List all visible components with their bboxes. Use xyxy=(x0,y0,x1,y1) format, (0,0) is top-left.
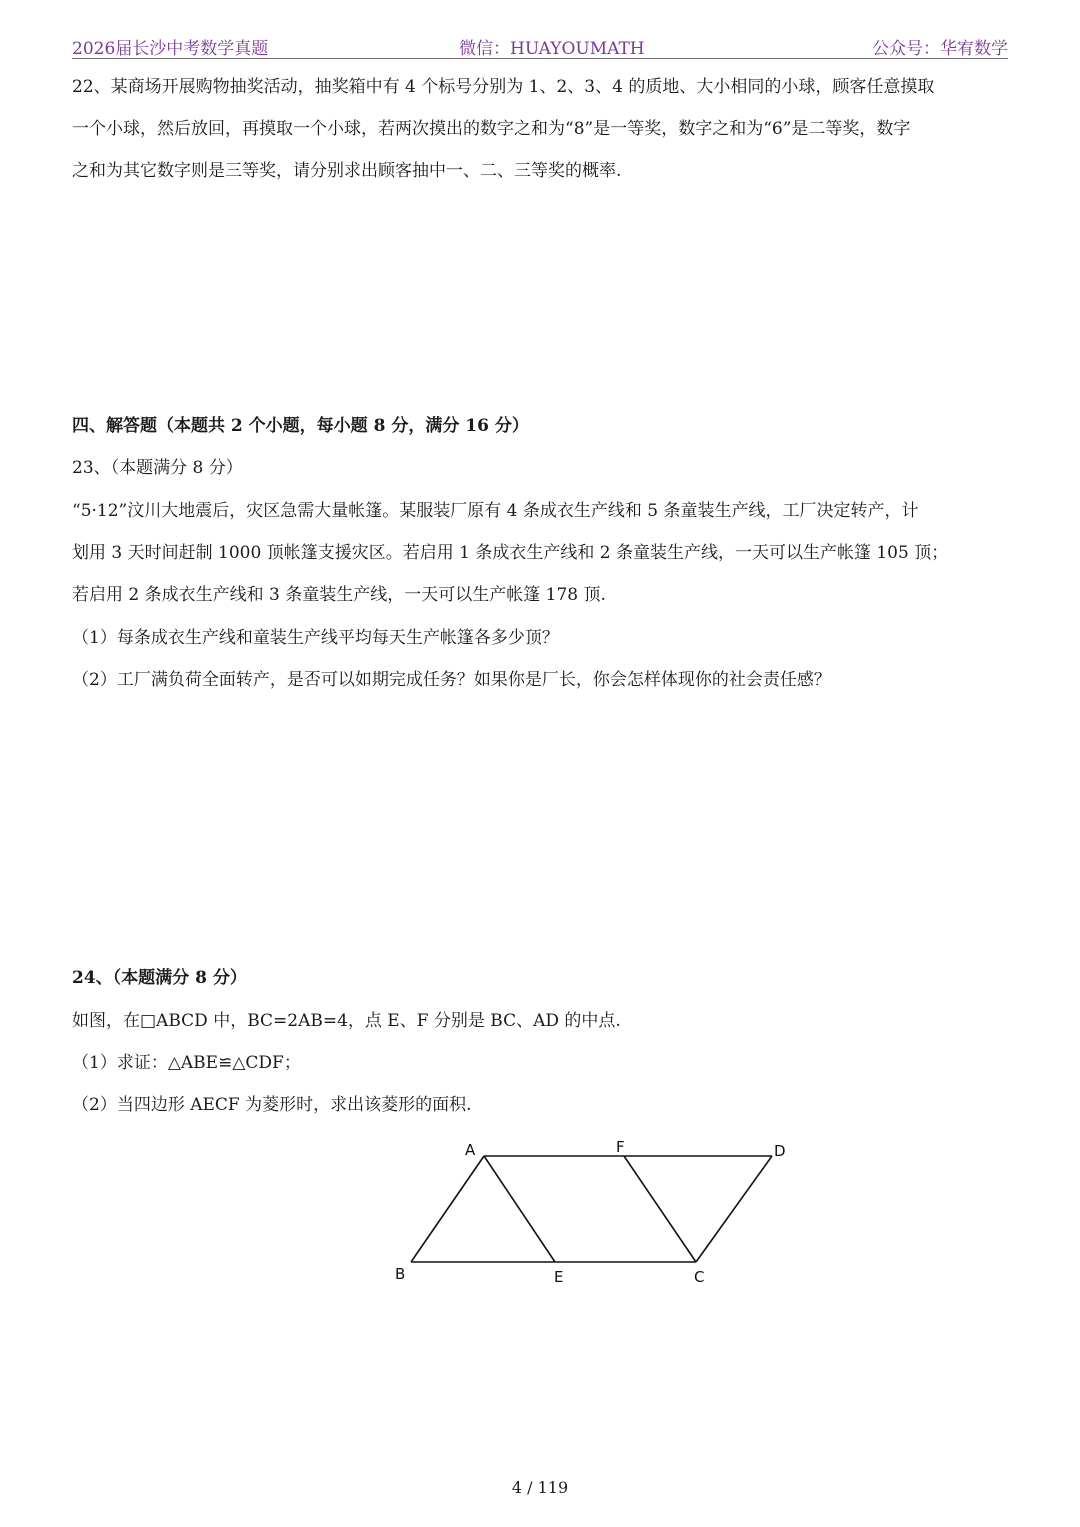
header-official-account: 公众号：华宥数学 xyxy=(872,39,1008,59)
page-header xyxy=(72,34,1008,59)
q24-line-1: 如图，在□ABCD 中，BC=2AB=4，点 E、F 分别是 BC、AD 的中点. xyxy=(72,1011,621,1031)
point-label-A: A xyxy=(465,1141,476,1159)
point-label-B: B xyxy=(395,1265,406,1283)
header-wechat: 微信：HUAYOUMATH xyxy=(459,39,645,59)
q23-part-2: （2）工厂满负荷全面转产，是否可以如期完成任务？如果你是厂长，你会怎样体现你的社会责任感？ xyxy=(72,670,831,690)
segment-AE xyxy=(484,1156,555,1262)
q22-line-1: 22、某商场开展购物抽奖活动，抽奖箱中有 4 个标号分别为 1、2、3、4 的质地、大小相同的小球，顾客任意摸取 xyxy=(72,77,935,97)
parallelogram-figure xyxy=(390,1136,800,1286)
header-title: 2026届长沙中考数学真题 xyxy=(72,39,269,59)
point-label-C: C xyxy=(694,1268,705,1286)
point-label-D: D xyxy=(774,1142,786,1160)
q23-line-3: 若启用 2 条成衣生产线和 3 条童装生产线，一天可以生产帐篷 178 顶. xyxy=(72,585,606,605)
point-label-F: F xyxy=(616,1138,625,1156)
point-label-E: E xyxy=(554,1268,564,1286)
q24-part-2: （2）当四边形 AECF 为菱形时，求出该菱形的面积. xyxy=(72,1095,472,1115)
q23-line-1: “5·12”汶川大地震后，灾区急需大量帐篷。某服装厂原有 4 条成衣生产线和 5 条童装生产线，工厂决定转产，计 xyxy=(72,501,919,521)
q23-part-1: （1）每条成衣生产线和童装生产线平均每天生产帐篷各多少顶？ xyxy=(72,628,559,648)
section-4-title: 四、解答题（本题共 2 个小题，每小题 8 分，满分 16 分） xyxy=(72,416,529,436)
q23-line-2: 划用 3 天时间赶制 1000 顶帐篷支援灾区。若启用 1 条成衣生产线和 2 条童装生产线，一天可以生产帐篷 105 顶； xyxy=(72,543,949,563)
page-number: 4 / 119 xyxy=(511,1478,569,1497)
segment-FC xyxy=(624,1156,696,1262)
q22-line-3: 之和为其它数字则是三等奖，请分别求出顾客抽中一、二、三等奖的概率. xyxy=(72,161,622,181)
segment-DC xyxy=(696,1156,772,1262)
q24-part-1: （1）求证：△ABE≌△CDF； xyxy=(72,1053,301,1073)
q23-heading: 23、（本题满分 8 分） xyxy=(72,458,243,478)
q24-heading: 24、（本题满分 8 分） xyxy=(72,968,247,988)
q22-line-2: 一个小球，然后放回，再摸取一个小球，若两次摸出的数字之和为“8”是一等奖，数字之和为“6”是二等奖，数字 xyxy=(72,119,911,139)
segment-AB xyxy=(411,1156,484,1262)
